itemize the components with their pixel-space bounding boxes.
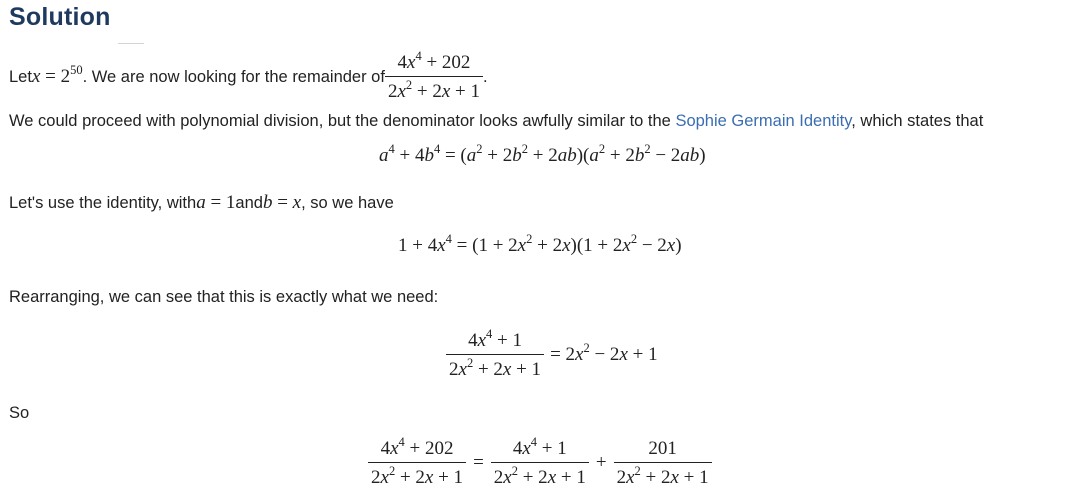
identity-text-before: We could proceed with polynomial division, but the denominator looks awfully similar to the <box>9 112 676 130</box>
intro-text-before: Let <box>9 68 32 86</box>
solution-heading: Solution <box>9 3 111 31</box>
rearranging-line: Rearranging, we can see that this is exactly what we need: <box>9 288 439 306</box>
heading-divider <box>118 43 144 44</box>
so-line: So <box>9 404 30 422</box>
plus-sign: + <box>595 452 607 473</box>
intro-math-x: $x = 2^{50}$ <box>31 63 83 87</box>
intro-fraction-numerator: $4x^4 + 202$ <box>397 49 471 73</box>
final-decomposition-equation <box>368 436 712 490</box>
intro-fraction-denominator: $2x^2 + 2x + 1$ <box>385 76 483 104</box>
quotient-equation <box>446 328 658 382</box>
quotient-result: = $2x^2 - 2x + 1$ <box>550 341 658 365</box>
decomposition-fraction-left: $\frac{4x^4 + 202}{2x^2 + 2x + 1}$ <box>368 436 466 490</box>
decomposition-fraction-right: $\frac{201}{2x^2 + 2x + 1}$ <box>614 436 712 490</box>
identity-applied-equation: $1 + 4x^4 = (1 + 2x^2 + 2x)(1 + 2x^2 - 2x)$ <box>398 232 682 256</box>
intro-line <box>9 50 488 104</box>
substitution-line: Let's use the identity, with a = 1 and b = x , so we have <box>9 192 394 213</box>
intro-fraction <box>385 50 483 104</box>
intro-text-after: . We are now looking for the remainder of <box>82 68 385 86</box>
sophie-germain-link[interactable]: Sophie Germain Identity <box>675 112 852 130</box>
quotient-fraction: $\frac{4x^4 + 1}{2x^2 + 2x + 1}$ <box>446 328 544 382</box>
decomposition-fraction-middle: $\frac{4x^4 + 1}{2x^2 + 2x + 1}$ <box>491 436 589 490</box>
equals-sign: = <box>473 452 484 473</box>
identity-text-after: , which states that <box>851 112 984 130</box>
identity-intro-line <box>9 110 983 132</box>
sophie-germain-equation: $a^4 + 4b^4 = (a^2 + 2b^2 + 2ab)(a^2 + 2b^2 - 2ab)$ <box>379 142 706 166</box>
intro-period: . <box>483 68 488 86</box>
